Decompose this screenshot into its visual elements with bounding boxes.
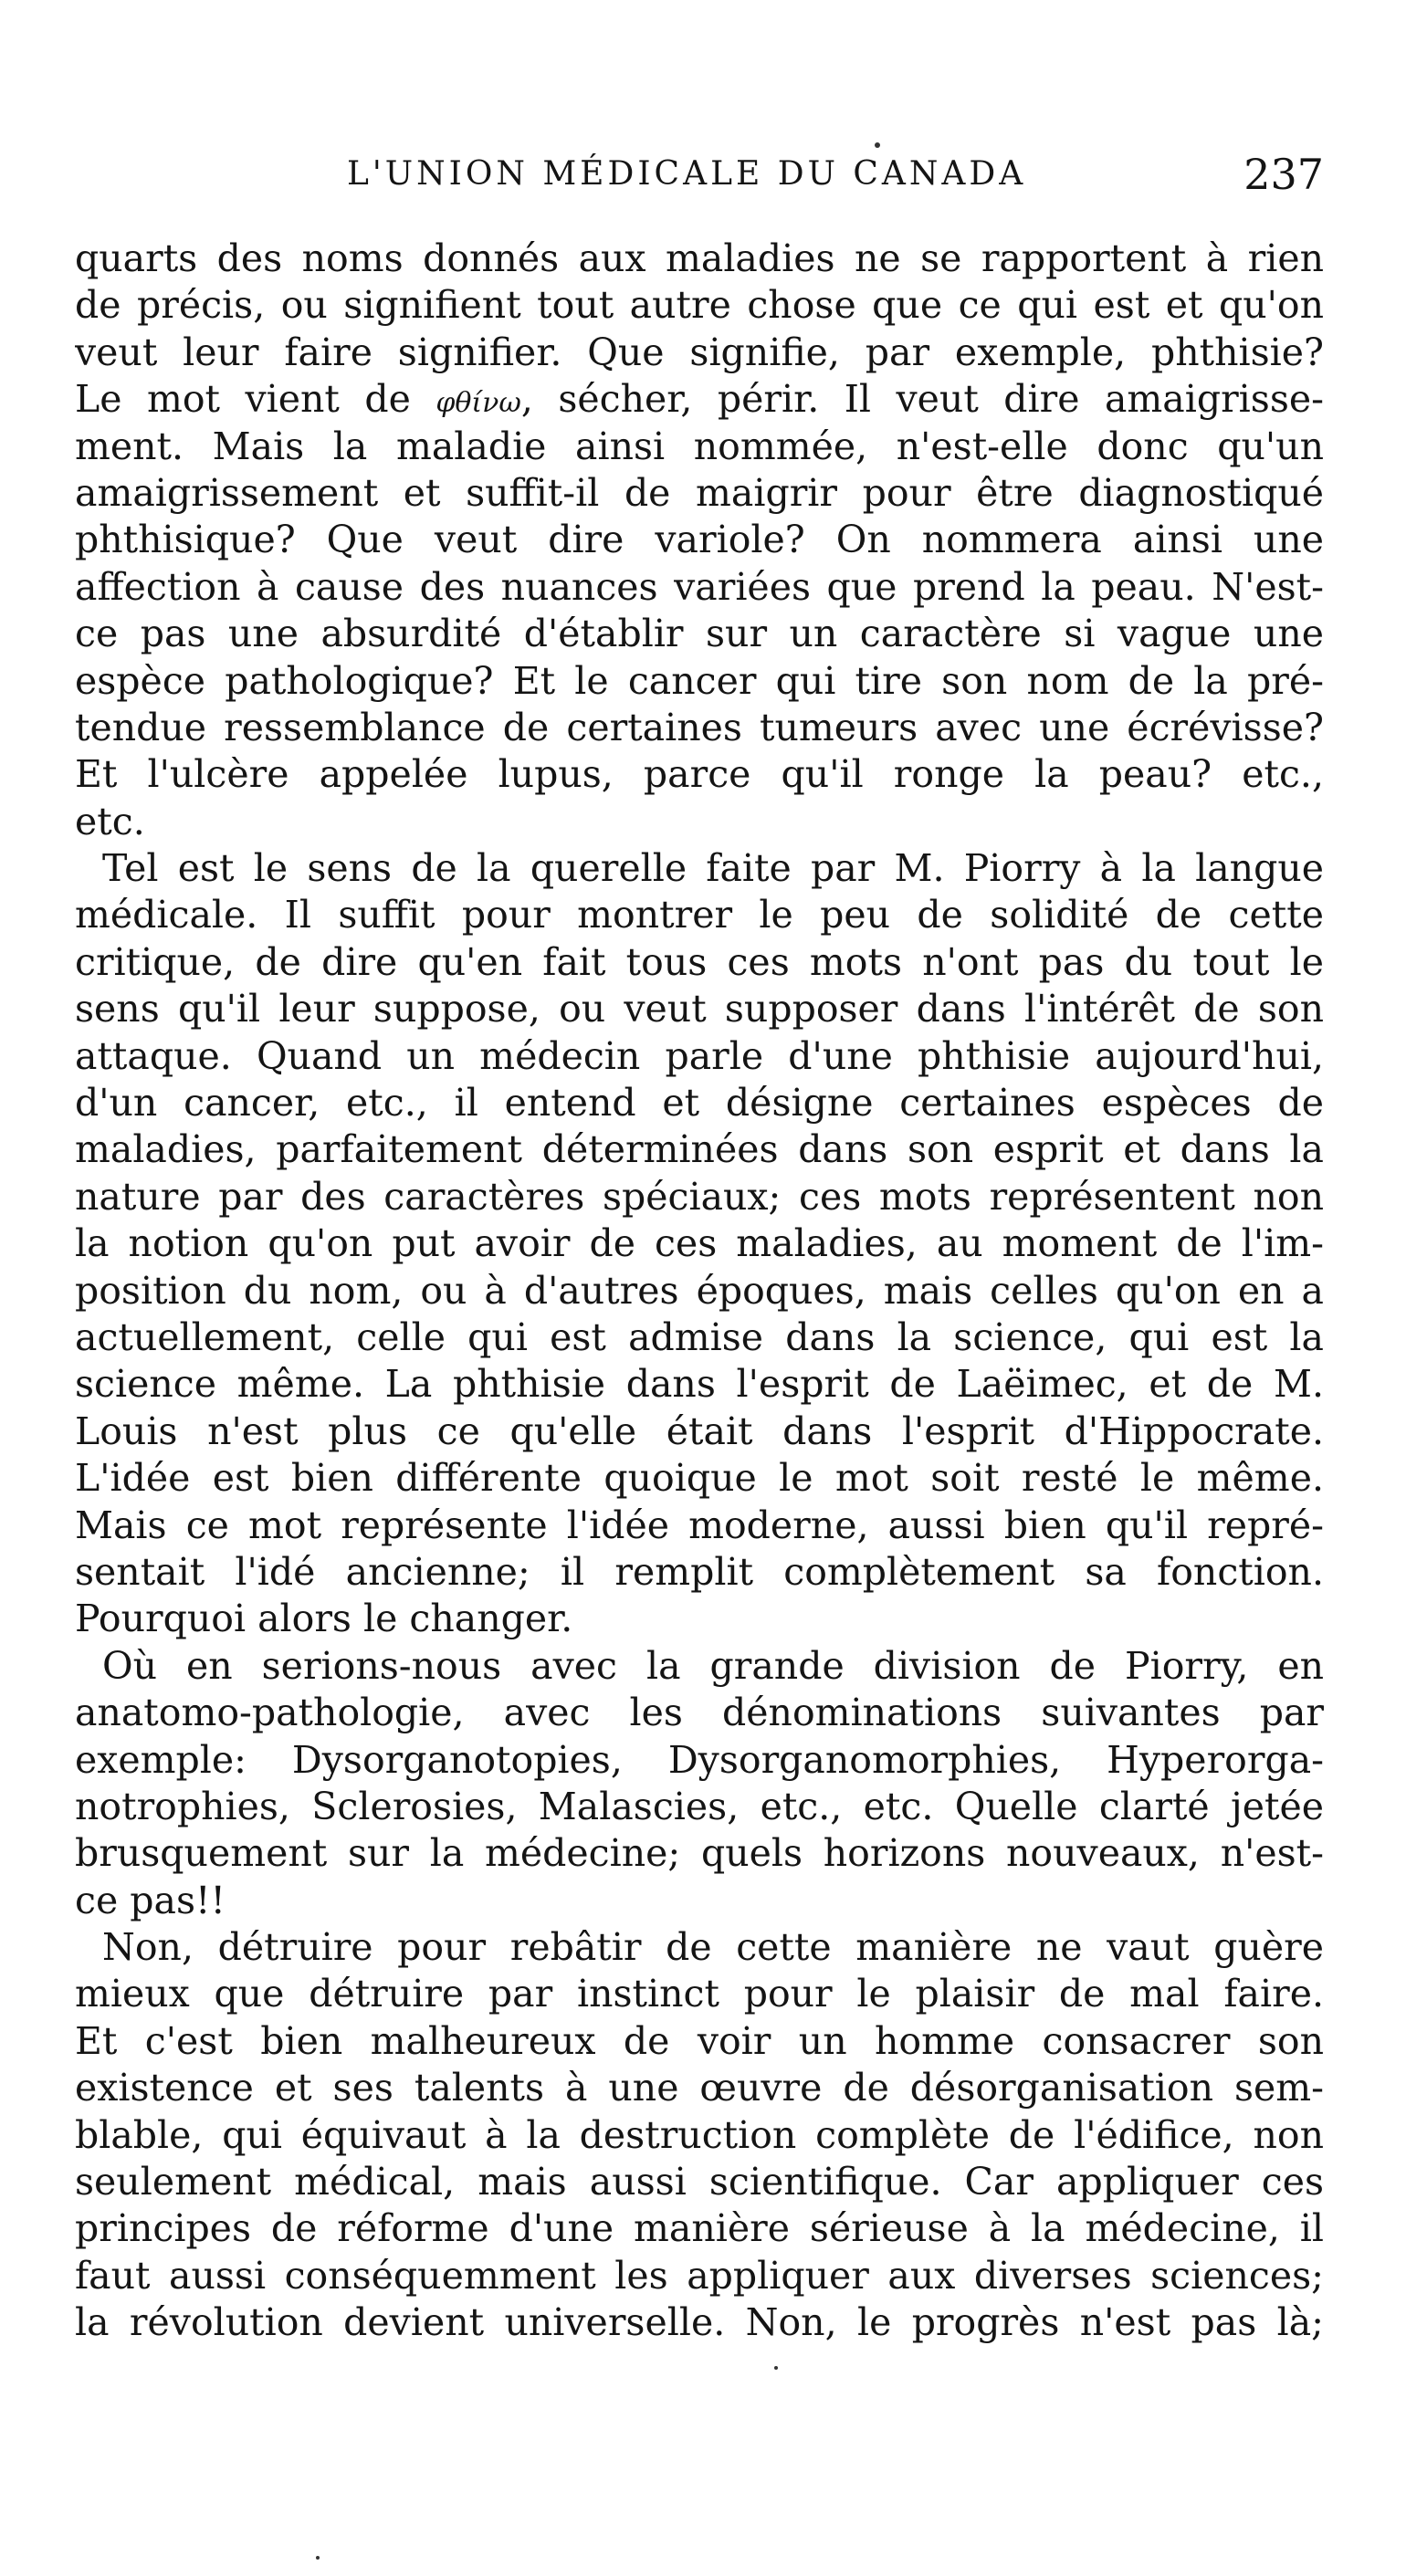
text-line: maladies, parfaitement déterminées dans son esprit et dans la: [75, 1127, 1324, 1172]
text-line: etc.: [75, 799, 145, 843]
text-line: ment. Mais la maladie ainsi nommée, n'est-elle donc qu'un: [75, 424, 1324, 468]
text-line: la notion qu'on put avoir de ces maladies, au moment de l'im-: [75, 1221, 1324, 1266]
text-line: critique, de dire qu'en fait tous ces mots n'ont pas du tout le: [75, 939, 1324, 984]
text-line: nature par des caractères spéciaux; ces mots représentent non: [75, 1174, 1324, 1219]
text-line: sens qu'il leur suppose, ou veut supposer dans l'intérêt de son: [75, 987, 1324, 1031]
text-line: la révolution devient universelle. Non, le progrès n'est pas là;: [75, 2300, 1324, 2345]
text-line: quarts des noms donnés aux maladies ne se rapportent à rien: [75, 236, 1324, 280]
text-line: position du nom, ou à d'autres époques, mais celles qu'on en a: [75, 1268, 1324, 1313]
text-line: Louis n'est plus ce qu'elle était dans l'esprit d'Hippocrate.: [75, 1408, 1324, 1453]
text-fragment: Le mot vient de: [75, 377, 411, 422]
text-line: faut aussi conséquemment les appliquer aux diverses sciences;: [75, 2253, 1324, 2298]
text-line: mieux que détruire par instinct pour le plaisir de mal faire.: [75, 1972, 1324, 2016]
text-line: Mais ce mot représente l'idée moderne, aussi bien qu'il repré-: [75, 1503, 1324, 1547]
text-line: L'idée est bien différente quoique le mot soit resté le même.: [75, 1456, 1324, 1501]
ink-speck: [875, 142, 880, 148]
text-line-with-greek: [75, 376, 1324, 423]
text-line: Non, détruire pour rebâtir de cette manière ne vaut guère: [102, 1925, 1324, 1970]
text-line: sentait l'idé ancienne; il remplit complètement sa fonction.: [75, 1549, 1324, 1594]
running-title: L'UNION MÉDICALE DU CANADA: [347, 155, 1027, 193]
text-line: ce pas une absurdité d'établir sur un caractère si vague une: [75, 612, 1324, 656]
text-line: ce pas!!: [75, 1878, 226, 1922]
text-line: Et c'est bien malheureux de voir un homme consacrer son: [75, 2018, 1324, 2063]
text-line: seulement médical, mais aussi scientifique. Car appliquer ces: [75, 2160, 1324, 2204]
text-line: d'un cancer, etc., il entend et désigne certaines espèces de: [75, 1081, 1324, 1126]
text-line: tendue ressemblance de certaines tumeurs avec une écrévisse?: [75, 705, 1324, 749]
text-line: espèce pathologique? Et le cancer qui tire son nom de la pré-: [75, 658, 1324, 703]
body-text: [75, 236, 1324, 2347]
text-line: amaigrissement et suffit-il de maigrir pour être diagnostiqué: [75, 470, 1324, 515]
ink-speck: [316, 2556, 320, 2560]
running-head: [73, 150, 1324, 204]
text-line: notrophies, Sclerosies, Malascies, etc., etc. Quelle clarté jetée: [75, 1784, 1324, 1828]
ink-speck: [774, 2366, 778, 2370]
text-line: de précis, ou signifient tout autre chose que ce qui est et qu'on: [75, 283, 1324, 328]
text-line: Pourquoi alors le changer.: [75, 1597, 573, 1641]
text-line: phthisique? Que veut dire variole? On nommera ainsi une: [75, 518, 1324, 562]
text-line: veut leur faire signifier. Que signifie, par exemple, phthisie?: [75, 330, 1324, 374]
text-line: Tel est le sens de la querelle faite par M. Piorry à la langue: [102, 846, 1324, 891]
text-line: exemple: Dysorganotopies, Dysorganomorphies, Hyperorga-: [75, 1737, 1324, 1782]
text-fragment: , sécher, périr. Il veut dire amaigrisse-: [520, 377, 1324, 422]
text-line: médicale. Il suffit pour montrer le peu de solidité de cette: [75, 893, 1324, 937]
greek-word: φθίνω: [435, 387, 521, 420]
text-line: Où en serions-nous avec la grande division de Piorry, en: [102, 1643, 1324, 1688]
page-number: 237: [1243, 150, 1324, 199]
text-line: science même. La phthisie dans l'esprit de Laëimec, et de M.: [75, 1362, 1324, 1407]
text-line: principes de réforme d'une manière sérieuse à la médecine, il: [75, 2206, 1324, 2251]
text-line: anatomo-pathologie, avec les dénominations suivantes par: [75, 1691, 1324, 1735]
text-line: attaque. Quand un médecin parle d'une phthisie aujourd'hui,: [75, 1033, 1324, 1078]
text-line: brusquement sur la médecine; quels horizons nouveaux, n'est-: [75, 1831, 1324, 1876]
text-line: Et l'ulcère appelée lupus, parce qu'il ronge la peau? etc.,: [75, 752, 1324, 797]
text-line: existence et ses talents à une œuvre de désorganisation sem-: [75, 2066, 1324, 2110]
text-line: affection à cause des nuances variées que prend la peau. N'est-: [75, 564, 1324, 609]
text-line: actuellement, celle qui est admise dans la science, qui est la: [75, 1314, 1324, 1359]
text-line: blable, qui équivaut à la destruction complète de l'édifice, non: [75, 2112, 1324, 2157]
